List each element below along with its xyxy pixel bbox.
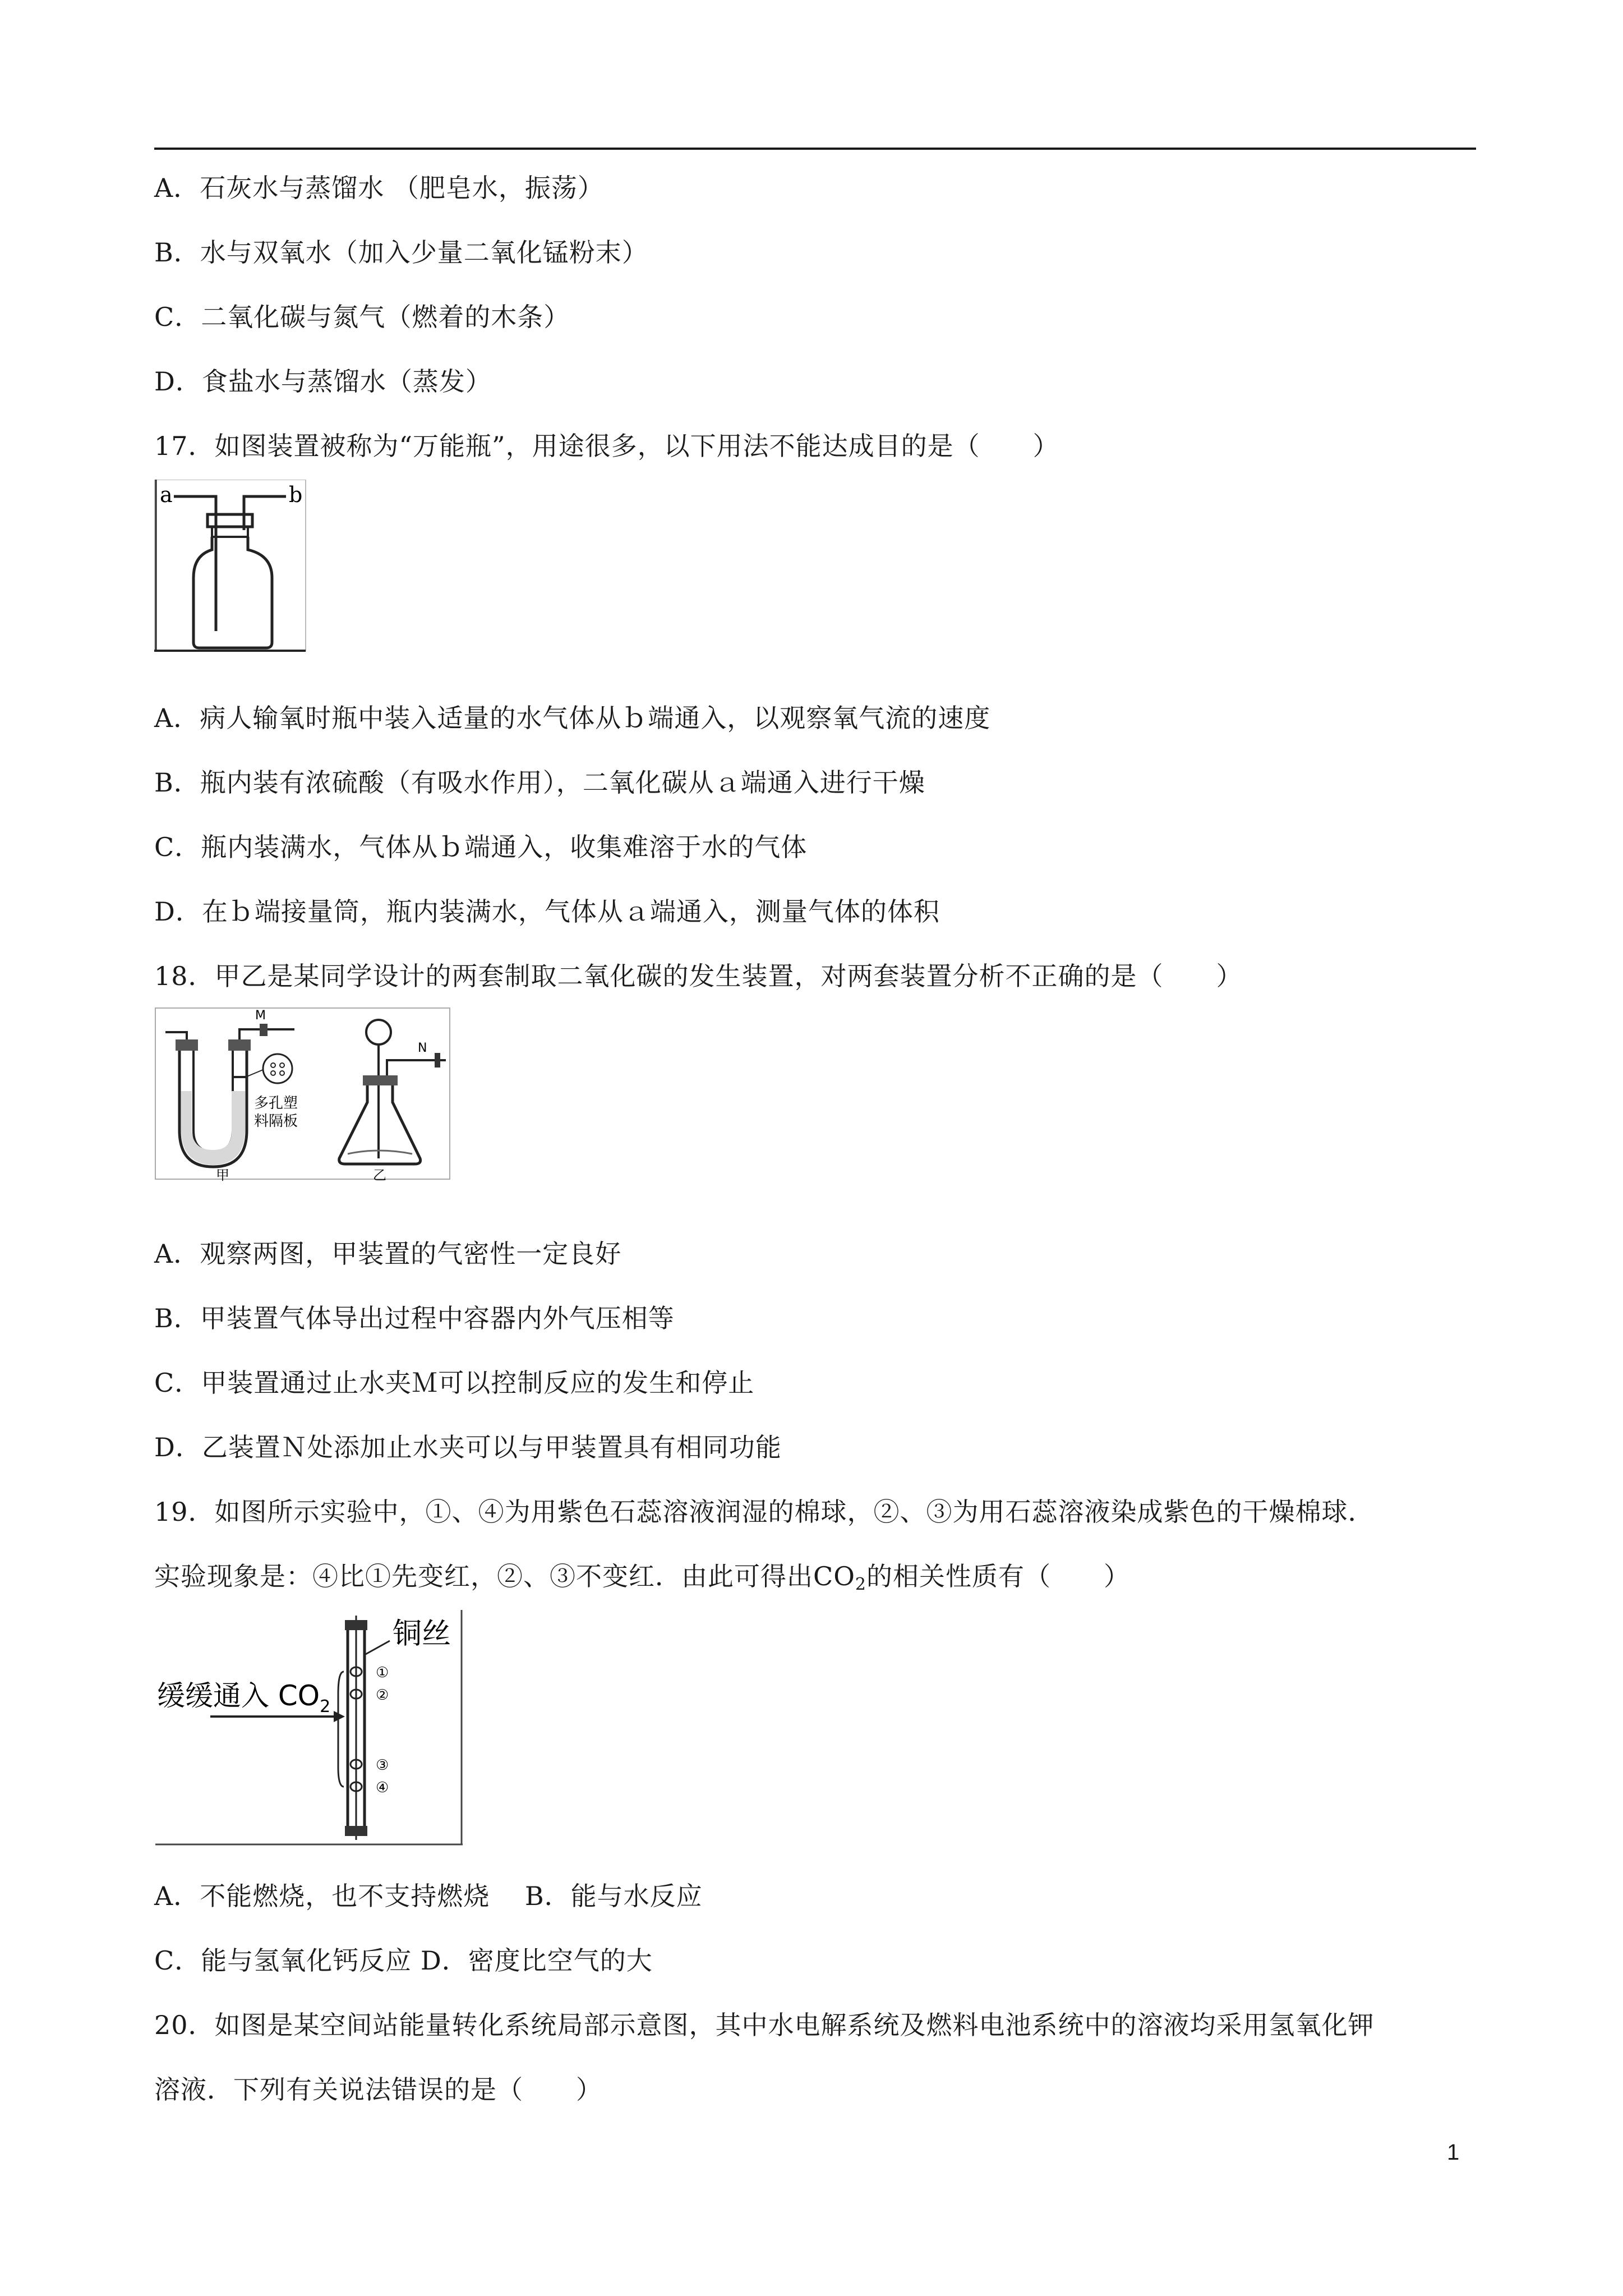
q18-figure-co2-generators: [154, 1007, 457, 1186]
label-n: N: [418, 1041, 427, 1055]
q18-option-a: A．观察两图，甲装置的气密性一定良好: [154, 1239, 622, 1269]
q19-stem-line2: [154, 1559, 1130, 1602]
q20-stem-line2: 溶液．下列有关说法错误的是（ ）: [154, 2074, 602, 2105]
q17-option-c: C．瓶内装满水，气体从ｂ端通入，收集难溶于水的气体: [154, 832, 808, 862]
ball-label-4: ④: [376, 1779, 389, 1796]
q19-stem-line1: 19．如图所示实验中，①、④为用紫色石蕊溶液润湿的棉球，②、③为用石蕊溶液染成紫色的干燥棉球．: [154, 1497, 1375, 1527]
ball-label-2: ②: [376, 1687, 389, 1704]
q19-stem-subscript: 2: [855, 1575, 867, 1594]
label-jia: 甲: [216, 1167, 229, 1183]
q18-option-c: C．甲装置通过止水夹Ｍ可以控制反应的发生和停止: [154, 1368, 755, 1398]
co2-tube-diagram: [154, 1610, 468, 1846]
label-b: b: [289, 482, 303, 507]
q20-stem-line1: 20．如图是某空间站能量转化系统局部示意图，其中水电解系统及燃料电池系统中的溶液均采用氢氧化钾: [154, 2010, 1375, 2040]
q19-options-line2: C．能与氢氧化钙反应 D．密度比空气的大: [154, 1945, 653, 1976]
q17-option-b: B．瓶内装有浓硫酸（有吸水作用），二氧化碳从ａ端通入进行干燥: [154, 767, 925, 798]
label-co2-inlet-subscript: 2: [320, 1697, 331, 1717]
gas-bottle-diagram: [154, 480, 311, 654]
q18-option-d: D．乙装置Ｎ处添加止水夹可以与甲装置具有相同功能: [154, 1432, 782, 1462]
q19-options-line1: A．不能燃烧，也不支持燃烧 B．能与水反应: [154, 1881, 703, 1911]
q17-stem: 17．如图装置被称为“万能瓶”，用途很多，以下用法不能达成目的是（ ）: [154, 431, 1059, 461]
q17-option-d: D．在ｂ端接量筒，瓶内装满水，气体从ａ端通入，测量气体的体积: [154, 896, 940, 927]
q18-option-b: B．甲装置气体导出过程中容器内外气压相等: [154, 1303, 675, 1333]
label-co2-inlet: [157, 1680, 330, 1717]
q16-option-b: B．水与双氧水（加入少量二氧化锰粉末）: [154, 237, 648, 268]
ball-label-3: ③: [376, 1757, 389, 1774]
q16-option-c: C．二氧化碳与氮气（燃着的木条）: [154, 302, 570, 332]
q18-stem: 18．甲乙是某同学设计的两套制取二氧化碳的发生装置，对两套装置分析不正确的是（ ）: [154, 961, 1243, 991]
co2-generator-diagram: [154, 1007, 457, 1186]
label-a: a: [160, 482, 173, 507]
q19-stem-text-after: 的相关性质有（ ）: [866, 1561, 1131, 1591]
header-rule: [154, 148, 1476, 150]
q19-figure-co2-tube: [154, 1610, 468, 1846]
q19-stem-text-before: 实验现象是：④比①先变红，②、③不变红．由此可得出CO: [154, 1561, 855, 1591]
q17-option-a: A．病人输氧时瓶中装入适量的水气体从ｂ端通入，以观察氧气流的速度: [154, 703, 991, 733]
q17-figure-gas-bottle: [154, 480, 311, 654]
label-yi: 乙: [373, 1167, 386, 1183]
q16-option-a: A．石灰水与蒸馏水 （肥皂水，振荡）: [154, 173, 604, 203]
label-m: M: [255, 1009, 266, 1023]
label-co2-inlet-text: 缓缓通入 CO: [157, 1680, 320, 1712]
q16-option-d: D．食盐水与蒸馏水（蒸发）: [154, 366, 492, 397]
label-copper-wire: 铜丝: [393, 1617, 451, 1651]
page-number: 1: [1447, 2140, 1460, 2165]
plate-label-1: 多孔塑: [254, 1095, 298, 1112]
ball-label-1: ①: [376, 1664, 389, 1681]
plate-label-2: 料隔板: [254, 1113, 298, 1130]
